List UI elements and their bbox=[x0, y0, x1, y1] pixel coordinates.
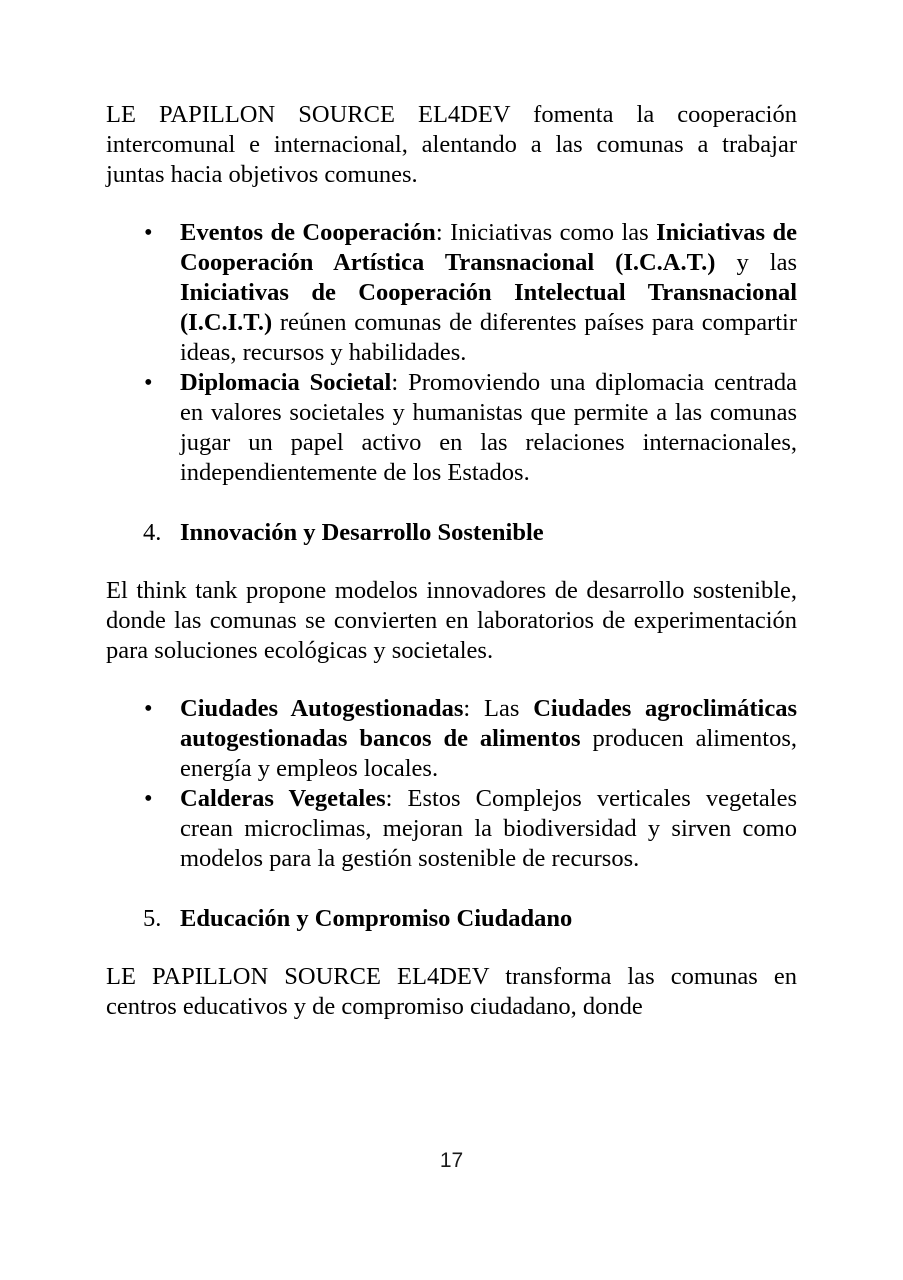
bullet-text-run-1: Promoviendo una diplomacia centrada en valores societales y humanistas que permite a las comunas jugar un papel activo en las relaciones internacionales, independientemente de los Estados. bbox=[180, 369, 798, 486]
list-item bbox=[106, 784, 797, 874]
bullet-icon: • bbox=[144, 785, 153, 812]
list-item bbox=[106, 694, 797, 784]
intro-paragraph bbox=[106, 100, 797, 190]
heading-number: 4. bbox=[143, 519, 162, 546]
intro-body-text: fomenta la cooperación intercomunal e internacional, alentando a las comunas a trabajar juntas hacia objetivos comunes. bbox=[106, 101, 797, 188]
bullet-icon: • bbox=[144, 219, 153, 246]
bullet-label: Diplomacia Societal bbox=[180, 369, 392, 396]
bullet-label: Ciudades Autogestionadas bbox=[180, 695, 464, 722]
bullet-colon: : bbox=[385, 785, 408, 812]
spacer bbox=[106, 666, 797, 694]
heading-title: Educación y Compromiso Ciudadano bbox=[180, 905, 573, 932]
section-heading-4 bbox=[106, 518, 797, 548]
bullet-icon: • bbox=[144, 695, 153, 722]
bullet-bold-run-2: Iniciativas de Cooperación Intelectual Transnacional (I.C.I.T.) bbox=[180, 279, 797, 336]
bullet-label: Calderas Vegetales bbox=[180, 785, 386, 812]
spacer bbox=[106, 488, 797, 518]
paragraph-text: El think tank propone modelos innovadores de desarrollo sostenible, donde las comunas se convierten en laboratorios de experimentación para soluciones ecológicas y societales. bbox=[106, 577, 797, 664]
education-brand-text: LE PAPILLON SOURCE EL4DEV bbox=[106, 963, 490, 990]
spacer bbox=[106, 934, 797, 962]
sustainability-bullet-list bbox=[106, 694, 797, 874]
spacer bbox=[106, 874, 797, 904]
bullet-bold-run-1: Ciudades agroclimáticas autogestionadas bancos de alimentos bbox=[180, 695, 798, 752]
cooperation-bullet-list bbox=[106, 218, 797, 488]
list-item bbox=[106, 368, 797, 488]
bullet-text-run-2: producen alimentos, energía y empleos locales. bbox=[180, 725, 798, 782]
bullet-colon: : bbox=[435, 219, 451, 246]
bullet-bold-run-1: Iniciativas de Cooperación Artística Transnacional (I.C.A.T.) bbox=[180, 219, 797, 276]
spacer bbox=[106, 190, 797, 218]
spacer bbox=[106, 548, 797, 576]
bullet-text-run-1: Las bbox=[484, 695, 534, 722]
bullet-icon: • bbox=[144, 369, 153, 396]
heading-number: 5. bbox=[143, 905, 162, 932]
education-paragraph bbox=[106, 962, 797, 1022]
bullet-colon: : bbox=[391, 369, 409, 396]
intro-brand-text: LE PAPILLON SOURCE EL4DEV bbox=[106, 101, 511, 128]
bullet-text-run-3: reúnen comunas de diferentes países para compartir ideas, recursos y habilidades. bbox=[180, 309, 797, 366]
page-content bbox=[106, 100, 797, 1022]
list-item bbox=[106, 218, 797, 368]
bullet-text-run-1: Iniciativas como las bbox=[450, 219, 657, 246]
education-body-text: transforma las comunas en centros educativos y de compromiso ciudadano, donde bbox=[106, 963, 797, 1020]
bullet-colon: : bbox=[463, 695, 485, 722]
heading-title: Innovación y Desarrollo Sostenible bbox=[180, 519, 544, 546]
section-heading-5 bbox=[106, 904, 797, 934]
innovation-paragraph bbox=[106, 576, 797, 666]
bullet-text-run-2: y las bbox=[715, 249, 797, 276]
bullet-text-run-1: Estos Complejos verticales vegetales crean microclimas, mejoran la biodiversidad y sirven como modelos para la gestión sostenible de recursos. bbox=[180, 785, 797, 872]
page-number-footer: 17 bbox=[439, 1149, 464, 1172]
bullet-label: Eventos de Cooperación bbox=[180, 219, 436, 246]
